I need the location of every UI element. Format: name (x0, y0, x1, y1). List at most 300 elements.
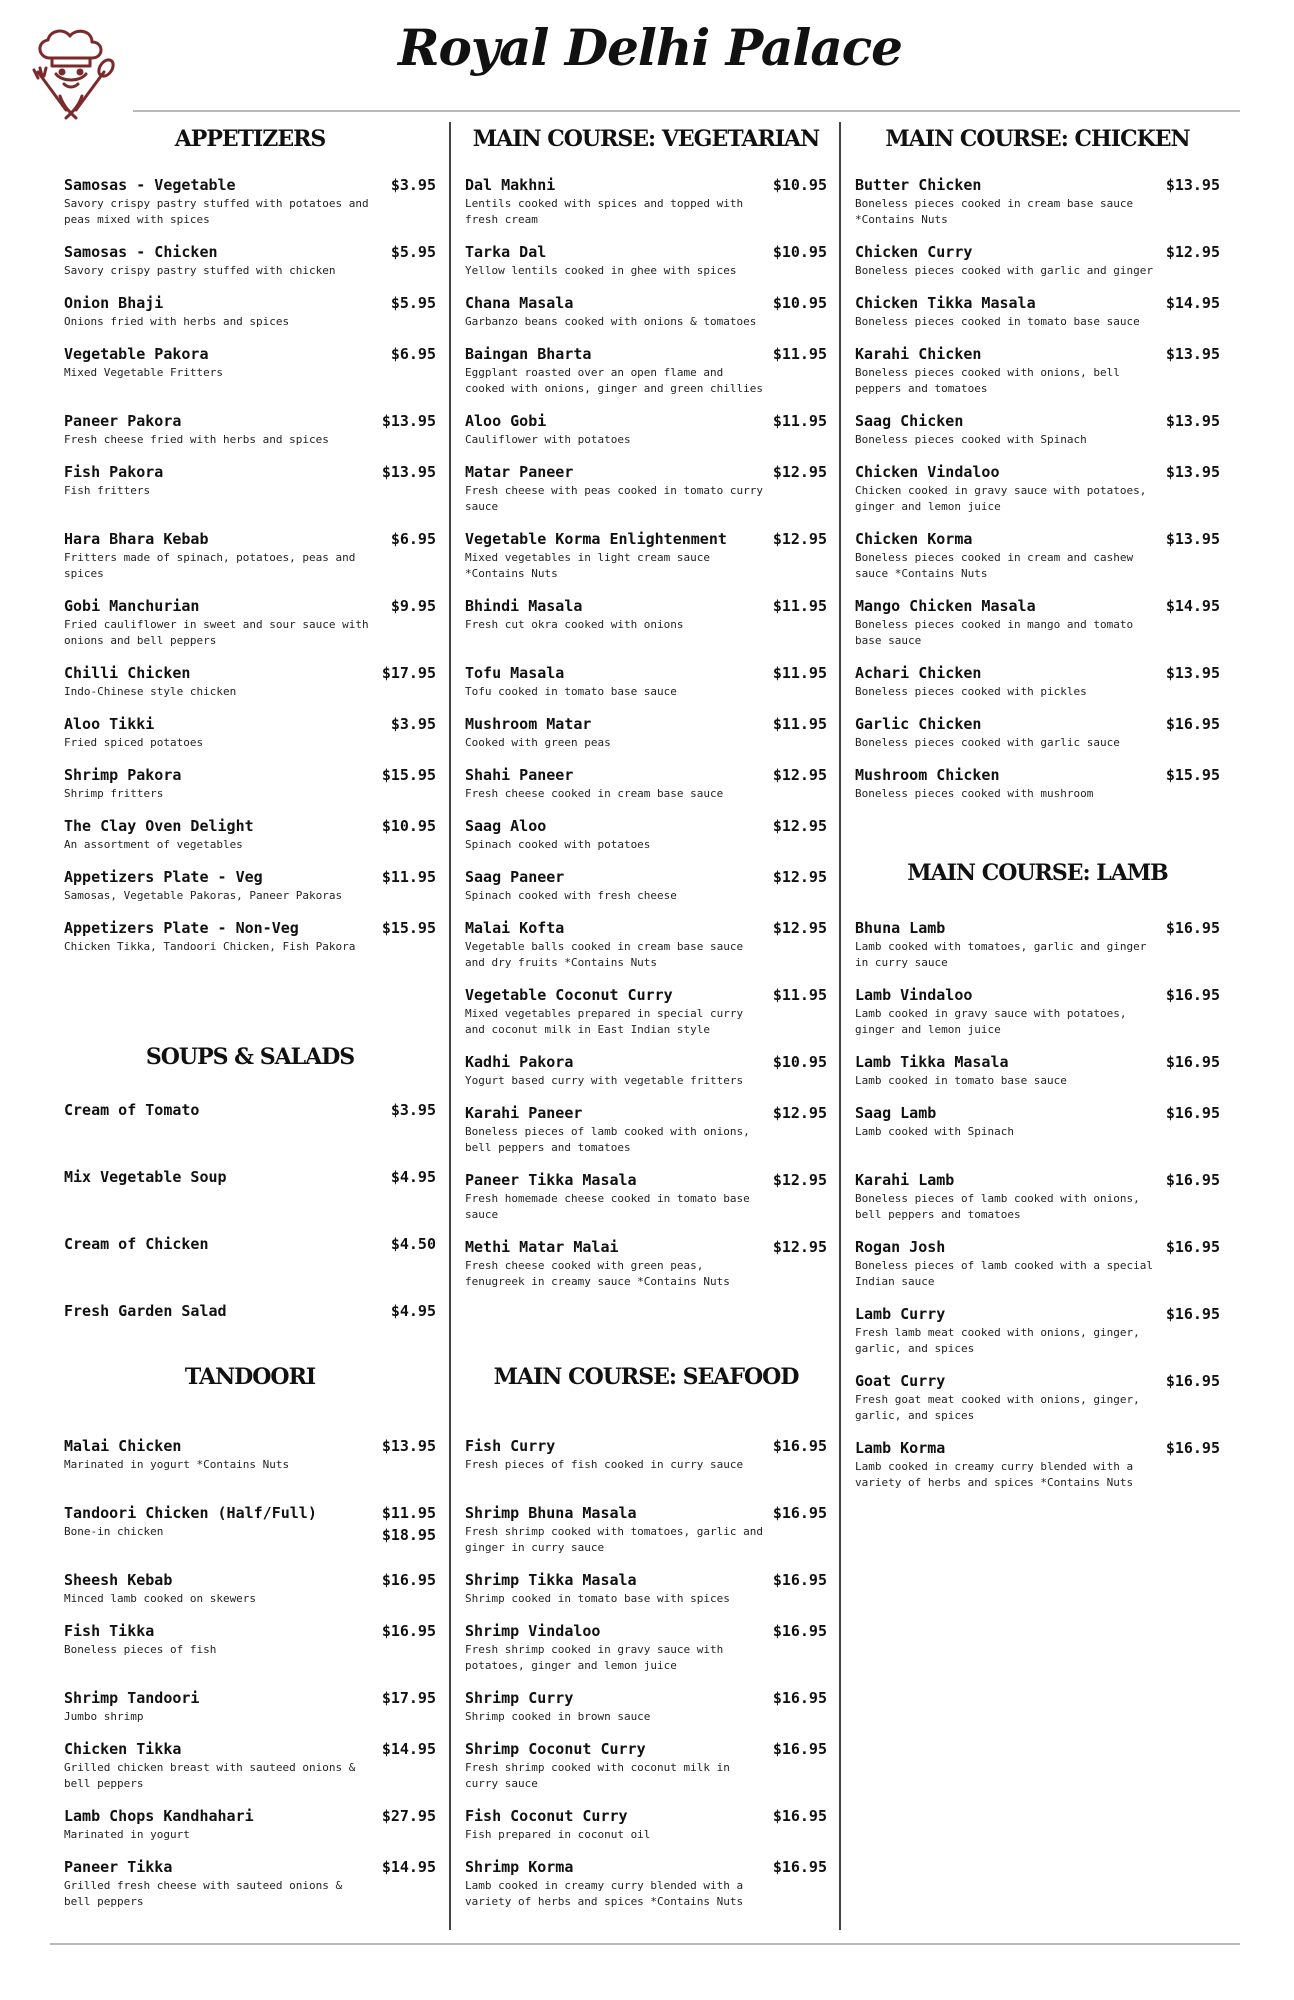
item-name: Kadhi Pakora (465, 1053, 574, 1071)
item-price: $4.50 (390, 1235, 436, 1253)
item-description: Chicken Tikka, Tandoori Chicken, Fish Pakora (64, 940, 356, 953)
item-name: Chicken Curry (855, 243, 973, 261)
item-description: Lamb cooked in creamy curry blended with a variety of herbs and spices *Contains Nuts (855, 1460, 1134, 1489)
item-description: Fritters made of spinach, potatoes, peas and spices (64, 551, 356, 580)
item-name: Karahi Paneer (465, 1104, 583, 1122)
menu-item-mushroom-matar (465, 715, 827, 765)
item-price: $17.95 (381, 664, 436, 682)
item-description: Boneless pieces of fish (64, 1643, 217, 1656)
item-price: $16.95 (1165, 1372, 1220, 1390)
item-name: Malai Chicken (64, 1437, 182, 1455)
item-description: Boneless pieces cooked in tomato base sauce (855, 315, 1140, 328)
item-description: Shrimp fritters (64, 787, 164, 800)
item-price: $11.95 (772, 715, 827, 733)
item-name: Malai Kofta (465, 919, 565, 937)
menu-item-matar-paneer (465, 463, 827, 513)
section-title-appetizers: APPETIZERS (174, 126, 326, 152)
item-name: Chicken Tikka Masala (855, 294, 1036, 312)
item-description: Marinated in yogurt (64, 1828, 190, 1841)
item-name: Hara Bhara Kebab (64, 530, 209, 548)
item-name: Baingan Bharta (465, 345, 592, 363)
item-name: Vegetable Korma Enlightenment (465, 530, 727, 548)
item-name: Shrimp Tikka Masala (465, 1571, 637, 1589)
item-description: Marinated in yogurt *Contains Nuts (64, 1458, 290, 1471)
item-price: $16.95 (1165, 1104, 1220, 1122)
item-name: Karahi Lamb (855, 1171, 955, 1189)
item-description: An assortment of vegetables (64, 838, 243, 851)
menu-item-garlic-chicken (855, 715, 1220, 765)
item-description: Cauliflower with potatoes (465, 433, 631, 446)
item-price: $16.95 (1165, 1439, 1220, 1457)
menu-item-appetizers-plate-non-veg (64, 919, 436, 969)
menu-item-mix-vegetable-soup (64, 1168, 436, 1218)
item-description: Fresh cheese cooked in cream base sauce (465, 787, 724, 800)
menu-item-samosas-vegetable (64, 176, 436, 226)
item-price: $16.95 (772, 1689, 827, 1707)
item-price: $13.95 (1165, 530, 1220, 548)
item-description: Lamb cooked with Spinach (855, 1125, 1014, 1138)
item-description: Minced lamb cooked on skewers (64, 1592, 257, 1605)
item-name: Shrimp Pakora (64, 766, 182, 784)
item-name: Paneer Tikka (64, 1858, 173, 1876)
item-description: Boneless pieces cooked with garlic and ginger (855, 264, 1154, 277)
item-price: $3.95 (390, 176, 436, 194)
item-description: Lamb cooked in creamy curry blended with a variety of herbs and spices *Contains Nuts (465, 1879, 744, 1908)
item-name: Onion Bhaji (64, 294, 164, 312)
item-price: $12.95 (772, 868, 827, 886)
menu-item-malai-kofta (465, 919, 827, 969)
menu-item-aloo-tikki (64, 715, 436, 765)
menu-item-butter-chicken (855, 176, 1220, 226)
item-price: $16.95 (772, 1807, 827, 1825)
item-description: Savory crispy pastry stuffed with potatoes and peas mixed with spices (64, 197, 369, 226)
section-title-lamb: MAIN COURSE: LAMB (907, 860, 1168, 886)
item-name: Fish Coconut Curry (465, 1807, 628, 1825)
item-description: Fresh cut okra cooked with onions (465, 618, 684, 631)
item-price: $16.95 (1165, 919, 1220, 937)
menu-item-lamb-chops-kandhahari (64, 1807, 436, 1857)
item-name: Goat Curry (855, 1372, 946, 1390)
item-name: Appetizers Plate - Non-Veg (64, 919, 299, 937)
item-price: $16.95 (772, 1858, 827, 1876)
item-price: $11.95 (381, 1504, 436, 1522)
item-description: Fresh cheese with peas cooked in tomato curry sauce (465, 484, 764, 513)
item-price: $11.95 (772, 412, 827, 430)
menu-item-mango-chicken-masala (855, 597, 1220, 647)
item-name: Mushroom Chicken (855, 766, 1000, 784)
section-title-seafood: MAIN COURSE: SEAFOOD (493, 1364, 799, 1390)
menu-item-appetizers-plate-veg (64, 868, 436, 918)
item-description: Savory crispy pastry stuffed with chicken (64, 264, 336, 277)
menu-item-shrimp-coconut-curry (465, 1740, 827, 1790)
item-name: Achari Chicken (855, 664, 982, 682)
item-description: Eggplant roasted over an open flame and cooked with onions, ginger and green chillies (465, 366, 764, 395)
item-description: Boneless pieces cooked with mushroom (855, 787, 1094, 800)
menu-item-chana-masala (465, 294, 827, 344)
item-price: $16.95 (772, 1504, 827, 1522)
menu-item-fresh-garden-salad (64, 1302, 436, 1352)
item-name: Mix Vegetable Soup (64, 1168, 227, 1186)
menu-item-bhuna-lamb (855, 919, 1220, 969)
item-price: $12.95 (772, 463, 827, 481)
item-name: Shrimp Korma (465, 1858, 574, 1876)
item-description: Fish fritters (64, 484, 151, 497)
item-description: Lamb cooked with tomatoes, garlic and ginger in curry sauce (855, 940, 1147, 969)
item-price: $14.95 (381, 1858, 436, 1876)
item-price: $10.95 (381, 817, 436, 835)
menu-item-tarka-dal (465, 243, 827, 293)
item-name: Tofu Masala (465, 664, 565, 682)
menu-item-fish-tikka (64, 1622, 436, 1672)
menu-item-fish-curry (465, 1437, 827, 1487)
item-price: $11.95 (381, 868, 436, 886)
restaurant-name: Royal Delhi Palace (398, 18, 902, 77)
menu-item-karahi-lamb (855, 1171, 1220, 1221)
item-name: The Clay Oven Delight (64, 817, 254, 835)
item-price: $16.95 (1165, 1053, 1220, 1071)
menu-item-karahi-paneer (465, 1104, 827, 1154)
item-name: Fish Curry (465, 1437, 556, 1455)
item-price: $11.95 (772, 345, 827, 363)
item-name: Paneer Pakora (64, 412, 182, 430)
menu-item-vegetable-korma-enlightenment (465, 530, 827, 580)
item-name: Saag Aloo (465, 817, 547, 835)
item-description: Garbanzo beans cooked with onions & tomatoes (465, 315, 757, 328)
item-name: Saag Chicken (855, 412, 964, 430)
menu-item-lamb-korma (855, 1439, 1220, 1489)
item-price: $12.95 (772, 1171, 827, 1189)
item-price: $3.95 (390, 1101, 436, 1119)
item-description: Chicken cooked in gravy sauce with potatoes, ginger and lemon juice (855, 484, 1147, 513)
item-description: Lamb cooked in tomato base sauce (855, 1074, 1067, 1087)
item-price: $16.95 (1165, 1305, 1220, 1323)
item-price: $14.95 (1165, 294, 1220, 312)
item-price: $16.95 (772, 1622, 827, 1640)
item-description: Fresh cheese cooked with green peas, fenugreek in creamy sauce *Contains Nuts (465, 1259, 730, 1288)
item-description: Yellow lentils cooked in ghee with spices (465, 264, 737, 277)
menu-item-saag-lamb (855, 1104, 1220, 1154)
item-description: Fresh homemade cheese cooked in tomato base sauce (465, 1192, 750, 1221)
item-name: Saag Paneer (465, 868, 565, 886)
menu-item-shrimp-tikka-masala (465, 1571, 827, 1621)
item-price: $13.95 (381, 463, 436, 481)
menu-item-hara-bhara-kebab (64, 530, 436, 580)
item-price: $12.95 (772, 817, 827, 835)
item-price: $13.95 (1165, 345, 1220, 363)
item-price: $4.95 (390, 1168, 436, 1186)
item-price: $10.95 (772, 176, 827, 194)
menu-item-achari-chicken (855, 664, 1220, 714)
item-price: $13.95 (1165, 176, 1220, 194)
item-name: Tarka Dal (465, 243, 547, 261)
item-price: $11.95 (772, 664, 827, 682)
item-description: Fresh cheese fried with herbs and spices (64, 433, 329, 446)
menu-item-methi-matar-malai (465, 1238, 827, 1288)
menu-item-saag-aloo (465, 817, 827, 867)
item-name: Samosas - Chicken (64, 243, 218, 261)
item-name: Aloo Tikki (64, 715, 155, 733)
menu-item-lamb-vindaloo (855, 986, 1220, 1036)
item-description: Jumbo shrimp (64, 1710, 144, 1723)
section-title-tandoori: TANDOORI (184, 1364, 316, 1390)
item-price: $12.95 (772, 1238, 827, 1256)
menu-item-paneer-tikka (64, 1858, 436, 1908)
item-name: Vegetable Pakora (64, 345, 209, 363)
item-description: Fresh lamb meat cooked with onions, ginger, garlic, and spices (855, 1326, 1140, 1355)
menu-item-shrimp-korma (465, 1858, 827, 1908)
menu-item-lamb-tikka-masala (855, 1053, 1220, 1103)
menu-item-vegetable-pakora (64, 345, 436, 395)
menu-item-shrimp-vindaloo (465, 1622, 827, 1672)
item-price: $17.95 (381, 1689, 436, 1707)
item-description: Tofu cooked in tomato base sauce (465, 685, 677, 698)
item-description: Boneless pieces of lamb cooked with onions, bell peppers and tomatoes (855, 1192, 1140, 1221)
item-description: Boneless pieces cooked with pickles (855, 685, 1087, 698)
item-price: $9.95 (390, 597, 436, 615)
item-price: $15.95 (381, 919, 436, 937)
item-name: Vegetable Coconut Curry (465, 986, 673, 1004)
menu-item-chicken-korma (855, 530, 1220, 580)
chef-hat-fork-spoon-logo (16, 18, 126, 128)
item-price: $16.95 (1165, 1238, 1220, 1256)
item-description: Lentils cooked with spices and topped with fresh cream (465, 197, 744, 226)
item-price: $12.95 (1165, 243, 1220, 261)
item-description: Boneless pieces cooked with Spinach (855, 433, 1087, 446)
item-price: $13.95 (1165, 664, 1220, 682)
item-description: Vegetable balls cooked in cream base sauce and dry fruits *Contains Nuts (465, 940, 744, 969)
item-name: Shrimp Bhuna Masala (465, 1504, 637, 1522)
menu-item-goat-curry (855, 1372, 1220, 1422)
item-description: Fresh shrimp cooked in gravy sauce with potatoes, ginger and lemon juice (465, 1643, 724, 1672)
item-price: $16.95 (381, 1622, 436, 1640)
item-description: Boneless pieces cooked in cream and cashew sauce *Contains Nuts (855, 551, 1134, 580)
menu-item-fish-coconut-curry (465, 1807, 827, 1857)
item-name: Rogan Josh (855, 1238, 946, 1256)
menu-item-chicken-curry (855, 243, 1220, 293)
item-description: Fish prepared in coconut oil (465, 1828, 651, 1841)
item-name: Lamb Tikka Masala (855, 1053, 1009, 1071)
item-price: $3.95 (390, 715, 436, 733)
section-title-vegetarian: MAIN COURSE: VEGETARIAN (472, 126, 820, 152)
item-name: Aloo Gobi (465, 412, 547, 430)
item-price: $10.95 (772, 243, 827, 261)
menu-item-rogan-josh (855, 1238, 1220, 1288)
item-price: $10.95 (772, 1053, 827, 1071)
item-price: $5.95 (390, 294, 436, 312)
item-price: $16.95 (772, 1437, 827, 1455)
item-description: Fresh shrimp cooked with tomatoes, garlic and ginger in curry sauce (465, 1525, 764, 1554)
item-price-full: $18.95 (381, 1526, 436, 1544)
item-name: Cream of Tomato (64, 1101, 200, 1119)
item-name: Saag Lamb (855, 1104, 937, 1122)
column-divider (839, 122, 841, 1930)
header-divider (133, 110, 1240, 112)
item-name: Cream of Chicken (64, 1235, 209, 1253)
item-description: Fresh shrimp cooked with coconut milk in curry sauce (465, 1761, 730, 1790)
menu-item-paneer-tikka-masala (465, 1171, 827, 1221)
item-description: Spinach cooked with potatoes (465, 838, 651, 851)
menu-item-shrimp-pakora (64, 766, 436, 816)
item-description: Samosas, Vegetable Pakoras, Paneer Pakoras (64, 889, 343, 902)
item-name: Matar Paneer (465, 463, 574, 481)
menu-item-lamb-curry (855, 1305, 1220, 1355)
menu-item-aloo-gobi (465, 412, 827, 462)
item-name: Paneer Tikka Masala (465, 1171, 637, 1189)
item-name: Chilli Chicken (64, 664, 191, 682)
item-description: Boneless pieces of lamb cooked with a special Indian sauce (855, 1259, 1154, 1288)
menu-item-chicken-tikka (64, 1740, 436, 1790)
item-description: Fresh pieces of fish cooked in curry sauce (465, 1458, 744, 1471)
item-name: Chana Masala (465, 294, 574, 312)
item-price: $16.95 (381, 1571, 436, 1589)
item-name: Mango Chicken Masala (855, 597, 1036, 615)
menu-item-sheesh-kebab (64, 1571, 436, 1621)
item-name: Fresh Garden Salad (64, 1302, 227, 1320)
menu-item-chilli-chicken (64, 664, 436, 714)
item-price: $11.95 (772, 986, 827, 1004)
menu-item-bhindi-masala (465, 597, 827, 647)
column-divider (449, 122, 451, 1930)
item-name: Fish Tikka (64, 1622, 155, 1640)
item-description: Boneless pieces cooked with onions, bell peppers and tomatoes (855, 366, 1120, 395)
item-name: Chicken Tikka (64, 1740, 182, 1758)
item-price: $14.95 (381, 1740, 436, 1758)
item-name: Shahi Paneer (465, 766, 574, 784)
item-description: Mixed vegetables prepared in special curry and coconut milk in East Indian style (465, 1007, 744, 1036)
item-description: Fried cauliflower in sweet and sour sauce with onions and bell peppers (64, 618, 369, 647)
item-description: Boneless pieces cooked in mango and tomato base sauce (855, 618, 1134, 647)
item-name: Garlic Chicken (855, 715, 982, 733)
menu-item-paneer-pakora (64, 412, 436, 462)
menu-item-cream-of-tomato (64, 1101, 436, 1151)
item-price: $27.95 (381, 1807, 436, 1825)
item-price: $10.95 (772, 294, 827, 312)
item-price: $14.95 (1165, 597, 1220, 615)
item-name: Butter Chicken (855, 176, 982, 194)
menu-item-cream-of-chicken (64, 1235, 436, 1285)
item-name: Chicken Korma (855, 530, 973, 548)
item-name: Lamb Korma (855, 1439, 946, 1457)
item-description: Onions fried with herbs and spices (64, 315, 290, 328)
menu-item-chicken-tikka-masala (855, 294, 1220, 344)
item-name: Lamb Vindaloo (855, 986, 973, 1004)
menu-item-tofu-masala (465, 664, 827, 714)
item-name: Shrimp Vindaloo (465, 1622, 601, 1640)
menu-item-shrimp-curry (465, 1689, 827, 1739)
menu-item-mushroom-chicken (855, 766, 1220, 816)
menu-item-gobi-manchurian (64, 597, 436, 647)
menu-item-malai-chicken (64, 1437, 436, 1487)
menu-item-baingan-bharta (465, 345, 827, 395)
item-name: Dal Makhni (465, 176, 556, 194)
menu-item-vegetable-coconut-curry (465, 986, 827, 1036)
item-description: Grilled chicken breast with sauteed onions & bell peppers (64, 1761, 356, 1790)
item-price: $13.95 (1165, 463, 1220, 481)
section-title-soups-salads: SOUPS & SALADS (145, 1044, 355, 1070)
menu-item-tandoori-chicken-half-full (64, 1504, 436, 1554)
item-description: Boneless pieces cooked in cream base sauce *Contains Nuts (855, 197, 1134, 226)
item-price: $16.95 (1165, 715, 1220, 733)
item-price: $11.95 (772, 597, 827, 615)
menu-item-onion-bhaji (64, 294, 436, 344)
menu-item-dal-makhni (465, 176, 827, 226)
menu-item-shahi-paneer (465, 766, 827, 816)
item-price: $13.95 (381, 1437, 436, 1455)
item-name: Appetizers Plate - Veg (64, 868, 263, 886)
item-price: $15.95 (1165, 766, 1220, 784)
item-name: Mushroom Matar (465, 715, 592, 733)
menu-item-saag-paneer (465, 868, 827, 918)
item-name: Shrimp Curry (465, 1689, 574, 1707)
item-name: Sheesh Kebab (64, 1571, 173, 1589)
item-name: Lamb Chops Kandhahari (64, 1807, 254, 1825)
item-price: $16.95 (1165, 986, 1220, 1004)
item-name: Bhuna Lamb (855, 919, 946, 937)
item-name: Shrimp Tandoori (64, 1689, 200, 1707)
item-description: Mixed vegetables in light cream sauce *Contains Nuts (465, 551, 711, 580)
menu-item-the-clay-oven-delight (64, 817, 436, 867)
menu-item-fish-pakora (64, 463, 436, 513)
item-description: Fresh goat meat cooked with onions, ginger, garlic, and spices (855, 1393, 1140, 1422)
item-name: Gobi Manchurian (64, 597, 200, 615)
item-name: Shrimp Coconut Curry (465, 1740, 646, 1758)
menu-item-chicken-vindaloo (855, 463, 1220, 513)
section-title-chicken: MAIN COURSE: CHICKEN (885, 126, 1190, 152)
item-description: Shrimp cooked in brown sauce (465, 1710, 651, 1723)
item-price: $6.95 (390, 345, 436, 363)
item-price: $12.95 (772, 1104, 827, 1122)
item-description: Cooked with green peas (465, 736, 611, 749)
item-name: Methi Matar Malai (465, 1238, 619, 1256)
item-description: Boneless pieces cooked with garlic sauce (855, 736, 1120, 749)
item-description: Boneless pieces of lamb cooked with onions, bell peppers and tomatoes (465, 1125, 750, 1154)
item-price: $12.95 (772, 530, 827, 548)
footer-divider (50, 1943, 1240, 1945)
item-name: Lamb Curry (855, 1305, 946, 1323)
item-price: $16.95 (1165, 1171, 1220, 1189)
item-price: $13.95 (381, 412, 436, 430)
item-price: $4.95 (390, 1302, 436, 1320)
menu-item-kadhi-pakora (465, 1053, 827, 1103)
item-description: Yogurt based curry with vegetable fritters (465, 1074, 744, 1087)
item-name: Fish Pakora (64, 463, 164, 481)
menu-item-saag-chicken (855, 412, 1220, 462)
item-price: $13.95 (1165, 412, 1220, 430)
item-name: Chicken Vindaloo (855, 463, 1000, 481)
item-name: Karahi Chicken (855, 345, 982, 363)
item-price: $12.95 (772, 766, 827, 784)
menu-item-karahi-chicken (855, 345, 1220, 395)
item-price: $16.95 (772, 1740, 827, 1758)
item-description: Spinach cooked with fresh cheese (465, 889, 677, 902)
item-price: $16.95 (772, 1571, 827, 1589)
menu-item-shrimp-tandoori (64, 1689, 436, 1739)
item-description: Lamb cooked in gravy sauce with potatoes, ginger and lemon juice (855, 1007, 1127, 1036)
menu-item-shrimp-bhuna-masala (465, 1504, 827, 1554)
item-description: Indo-Chinese style chicken (64, 685, 237, 698)
item-price: $12.95 (772, 919, 827, 937)
item-price: $5.95 (390, 243, 436, 261)
menu-item-samosas-chicken (64, 243, 436, 293)
item-name: Bhindi Masala (465, 597, 583, 615)
item-price: $15.95 (381, 766, 436, 784)
item-price: $6.95 (390, 530, 436, 548)
item-description: Mixed Vegetable Fritters (64, 366, 223, 379)
item-description: Shrimp cooked in tomato base with spices (465, 1592, 730, 1605)
item-description: Bone-in chicken (64, 1525, 164, 1538)
item-description: Fried spiced potatoes (64, 736, 204, 749)
item-name: Samosas - Vegetable (64, 176, 236, 194)
